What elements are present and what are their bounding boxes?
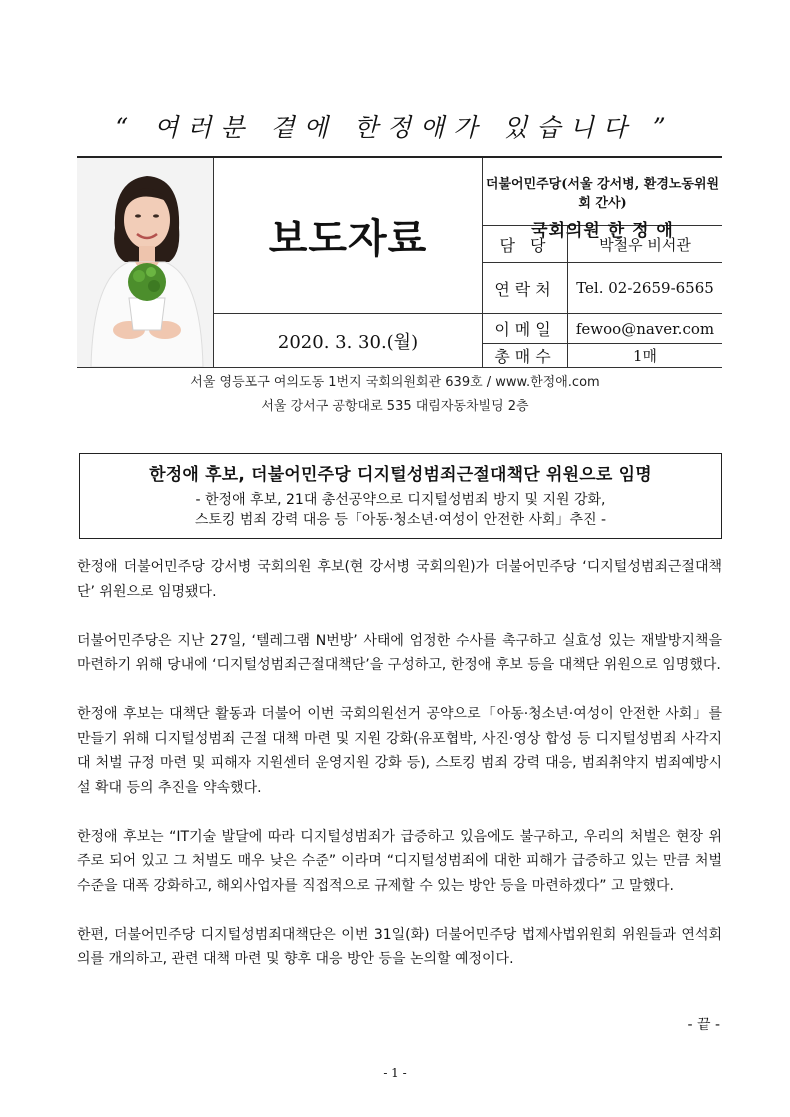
page-count-value: 1매 (632, 347, 658, 365)
candidate-photo (77, 158, 214, 367)
release-date: 2020. 3. 30.(월) (214, 314, 483, 367)
slogan: “ 여러분 곁에 한정애가 있습니다 ” (115, 113, 675, 142)
contact-person-row (483, 226, 722, 263)
body-paragraph: 한편, 더불어민주당 디지털성범죄대책단은 이번 31일(화) 더불어민주당 법제사법위원회 위원들과 연석회의를 개의하고, 관련 대책 마련 및 향후 대응 방안 등을 논의할 예정이다. (77, 926, 722, 967)
organization-cell (483, 158, 722, 241)
party-affiliation: 더불어민주당(서울 강서병, 환경노동위원회 간사) (485, 177, 720, 211)
headline-box (79, 453, 722, 539)
headline-subtitle-1: - 한정애 후보, 21대 총선공약으로 디지털성범죄 방지 및 지원 강화, (195, 492, 606, 508)
contact-person-label: 담 당 (483, 226, 568, 262)
phone-row (483, 263, 722, 314)
page-count-row (483, 344, 722, 367)
end-mark: - 끝 - (687, 1017, 720, 1033)
phone-value: Tel. 02-2659-6565 (576, 279, 714, 297)
body-paragraph: 더불어민주당은 지난 27일, ‘텔레그램 N번방’ 사태에 엄정한 수사를 촉구하고 실효성 있는 재발방지책을 마련하기 위해 당내에 ‘디지털성범죄근절대책단’을 구성하고, 한정애 후보 등을 대책단 위원으로 임명했다. (77, 632, 722, 673)
article-body (77, 555, 722, 996)
body-paragraph: 한정애 후보는 대책단 활동과 더불어 이번 국회의원선거 공약으로「아동·청소년·여성이 안전한 사회」를 만들기 위해 디지털성범죄 근절 대책 마련 및 지원 강화(유포협박, 사진·영상 합성 등 디지털성범죄 사각지대 처벌 규정 마련 및 피해자 지원센터 운영지원 강화 등), 스토킹 범죄 강력 대응, 범죄취약지 범죄예방시설 확대 등의 추진을 약속했다. (77, 706, 722, 796)
phone-label: 연락처 (483, 263, 568, 313)
email-value: fewoo@naver.com (575, 319, 715, 338)
email-label: 이메일 (483, 314, 568, 343)
address-line-1: 서울 영등포구 여의도동 1번지 국회의원회관 639호 / www.한정애.com (190, 375, 600, 390)
body-paragraph: 한정애 더불어민주당 강서병 국회의원 후보(현 강서병 국회의원)가 더불어민주당 ‘디지털성범죄근절대책단’ 위원으로 임명됐다. (77, 559, 722, 600)
press-release-title: 보도자료 (268, 216, 428, 262)
page-count-label: 총매수 (483, 344, 568, 367)
headline-title: 한정애 후보, 더불어민주당 디지털성범죄근절대책단 위원으로 임명 (149, 465, 652, 485)
press-release-title-cell (214, 158, 483, 314)
lawmaker-name: 국회의원 한 정 애 (531, 221, 674, 241)
contact-person-value: 박철우 비서관 (599, 235, 691, 254)
page-number: - 1 - (383, 1066, 407, 1080)
press-release-header (77, 156, 722, 368)
email-row (483, 314, 722, 344)
headline-subtitle-2: 스토킹 범죄 강력 대응 등「아동·청소년·여성이 안전한 사회」추진 - (194, 512, 607, 528)
address-line-2: 서울 강서구 공항대로 535 대림자동차빌딩 2층 (261, 399, 529, 414)
body-paragraph: 한정애 후보는 “IT기술 발달에 따라 디지털성범죄가 급증하고 있음에도 불구하고, 우리의 처벌은 현장 위주로 되어 있고 그 처벌도 매우 낮은 수준” 이라며 “디지털성범죄에 대한 피해가 급증하고 있는 만큼 처벌 수준을 대폭 강화하고, 해외사업자를 직접적으로 규제할 수 있는 방안 등을 마련하겠다” 고 말했다. (77, 828, 722, 894)
